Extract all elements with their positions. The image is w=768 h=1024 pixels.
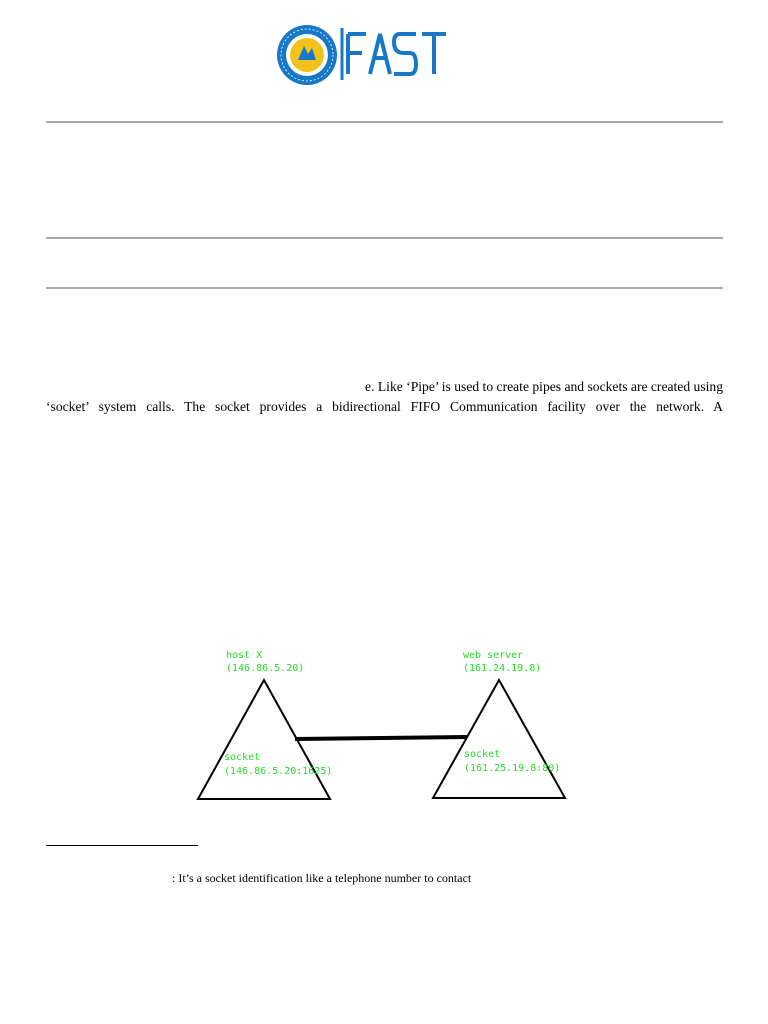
header-rule-middle — [46, 237, 723, 239]
host-socket-address: (146.86.5.20:1625) — [224, 766, 333, 777]
host-ip: (146.86.5.20) — [226, 663, 305, 674]
footnote-separator — [46, 845, 198, 846]
server-label: web server — [463, 650, 524, 661]
fast-logo — [276, 24, 468, 86]
server-socket-address: (161.25.19.8:80) — [464, 763, 561, 774]
fast-wordmark — [348, 34, 446, 74]
footnote-text: : It’s a socket identification like a telephone number to contact — [172, 871, 472, 885]
host-socket-label: socket — [224, 752, 261, 763]
host-label: host X — [226, 650, 263, 661]
header-rule-bottom — [46, 287, 723, 289]
header-rule-top — [46, 121, 723, 123]
socket-diagram — [190, 640, 580, 810]
server-ip: (161.24.19.8) — [463, 663, 542, 674]
paragraph-line-1: e. Like ‘Pipe’ is used to create pipes and sockets are created using — [365, 379, 723, 394]
connection-line — [295, 737, 467, 739]
university-seal-icon — [277, 25, 337, 85]
server-socket-label: socket — [464, 749, 501, 760]
paragraph-line-2: ‘socket’ system calls. The socket provides a bidirectional FIFO Communication facility over the network. A — [46, 399, 723, 414]
